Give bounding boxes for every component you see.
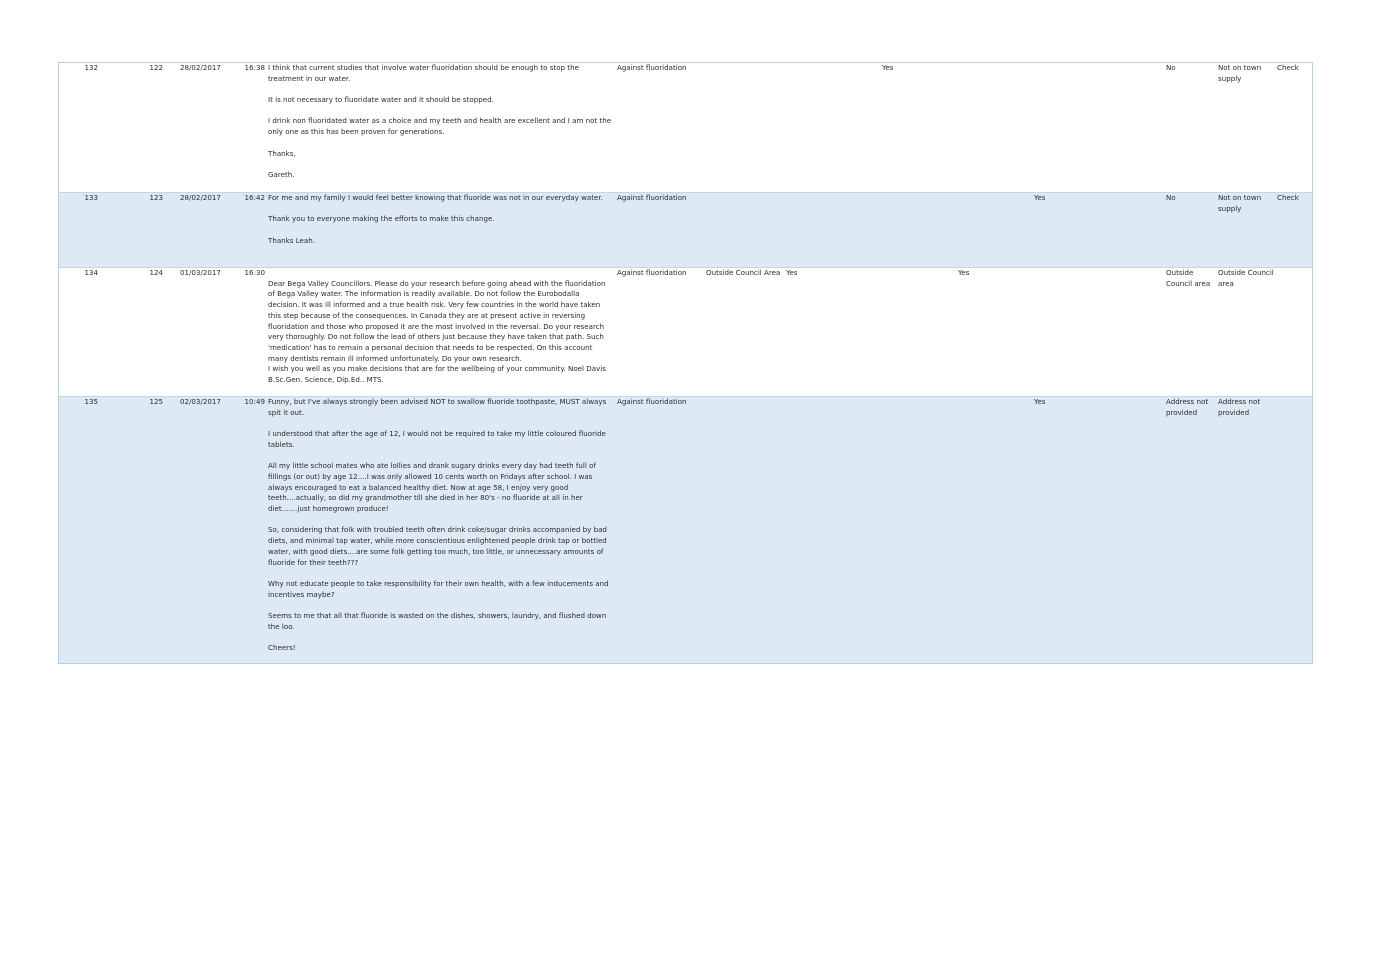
comment-paragraph: All my little school mates who ate lollies and drank sugary drinks every day had teeth full of fillings (or out) by age 12....I was only allowed 10 cents worth on Fridays after school. I was always encouraged to eat a balanced healthy diet. Now at age 58, I enjoy very good teeth....actually, so did my grandmother till she died in her 80's - no fluoride at all in her diet.......just homegrown produce! [268, 461, 596, 513]
submissions-table [58, 62, 1313, 664]
submission-id-cell: 124 [149, 268, 163, 277]
check-cell: Check [1277, 193, 1299, 202]
supply-cell: Outside Council area [1218, 268, 1274, 288]
time-cell: 10:49 [244, 397, 265, 406]
comment-paragraph: Thank you to everyone making the efforts to make this change. [268, 214, 495, 224]
comment-paragraph: It is not necessary to fluoridate water and it should be stopped. [268, 95, 494, 105]
date-cell: 01/03/2017 [180, 268, 221, 277]
support-cell: Address not provided [1166, 397, 1209, 417]
time-cell: 16:30 [244, 268, 265, 277]
comment-paragraph: I understood that after the age of 12, I would not be required to take my little coloured fluoride tablets. [268, 429, 606, 449]
comment-paragraph: Gareth. [268, 169, 295, 179]
submission-id-cell: 122 [149, 63, 163, 72]
ref-cell: 135 [84, 397, 98, 406]
position-cell: Against fluoridation [617, 193, 687, 202]
supply-cell: Not on town supply [1218, 193, 1262, 213]
time-cell: 16:42 [244, 193, 265, 202]
date-cell: 28/02/2017 [180, 193, 221, 202]
yes-cell: Yes [1034, 193, 1046, 202]
comment-paragraph: Dear Bega Valley Councillors. Please do your research before going ahead with the fluoridation of Bega Valley water. The information is readily available. Do not follow the Eurobodalla decision. It was ill informed and a true health risk. Very few countries in the world have taken this step because of the consequences. In Canada they are at present active in reversing fluoridation and those who proposed it are the most involved in the reversal. Do your research very thoroughly. Do not follow the lead of others just because they have taken that path. Such 'medication' has to remain a personal decision that needs to be respected. On this account many dentists remain ill informed unfortunately. Do your own research. I wish you well as you make decisions that are for the wellbeing of your community. Noel Davis B.Sc.Gen. Science, Dip.Ed.. MTS. [268, 278, 606, 385]
comment-paragraph: I drink non fluoridated water as a choice and my teeth and health are excellent and I am not the only one as this has been proven for generations. [268, 116, 612, 137]
support-cell: No [1166, 63, 1176, 72]
supply-cell: Address not provided [1218, 397, 1261, 417]
support-cell: Outside Council area [1166, 268, 1211, 288]
comment-cell [268, 63, 612, 181]
comment-cell [268, 397, 612, 654]
table-row [59, 63, 1312, 192]
date-cell: 02/03/2017 [180, 397, 221, 406]
supply-cell: Not on town supply [1218, 63, 1262, 83]
check-cell: Check [1277, 63, 1299, 72]
yes-cell: Yes [786, 268, 798, 277]
comment-paragraph: Thanks Leah. [268, 235, 316, 245]
outside-area-cell: Outside Council Area [706, 268, 781, 277]
table-row [59, 267, 1312, 396]
table-row [59, 396, 1312, 663]
submission-id-cell: 125 [149, 397, 163, 406]
submission-id-cell: 123 [149, 193, 163, 202]
position-cell: Against fluoridation [617, 63, 687, 72]
comment-paragraph: Funny, but I've always strongly been advised NOT to swallow fluoride toothpaste, MUST always spit it out. [268, 397, 607, 417]
time-cell: 16:38 [244, 63, 265, 72]
comment-paragraph: Seems to me that all that fluoride is wasted on the dishes, showers, laundry, and flushed down the loo. [268, 610, 607, 631]
comment-paragraph: For me and my family I would feel better knowing that fluoride was not in our everyday water. [268, 193, 603, 202]
comment-paragraph: So, considering that folk with troubled teeth often drink coke/sugar drinks accompanied by bad diets, and minimal tap water, while more conscientious enlightened people drink tap or bottled water, with good diets....are some folk getting too much, too little, or unnecessary amounts of fluoride for their teeth??? [268, 525, 607, 567]
position-cell: Against fluoridation [617, 268, 687, 277]
ref-cell: 133 [84, 193, 98, 202]
comment-cell [268, 193, 612, 246]
comment-paragraph: Thanks, [268, 148, 296, 158]
table-row [59, 192, 1312, 267]
yes-cell: Yes [958, 268, 970, 277]
ref-cell: 134 [84, 268, 98, 277]
support-cell: No [1166, 193, 1176, 202]
ref-cell: 132 [84, 63, 98, 72]
comment-paragraph: Cheers! [268, 643, 296, 653]
comment-cell [268, 268, 612, 396]
yes-cell: Yes [882, 63, 894, 72]
date-cell: 28/02/2017 [180, 63, 221, 72]
position-cell: Against fluoridation [617, 397, 687, 406]
comment-paragraph: Why not educate people to take responsibility for their own health, with a few inducements and incentives maybe? [268, 578, 609, 599]
yes-cell: Yes [1034, 397, 1046, 406]
comment-paragraph: I think that current studies that involve water fluoridation should be enough to stop the treatment in our water. [268, 63, 579, 83]
